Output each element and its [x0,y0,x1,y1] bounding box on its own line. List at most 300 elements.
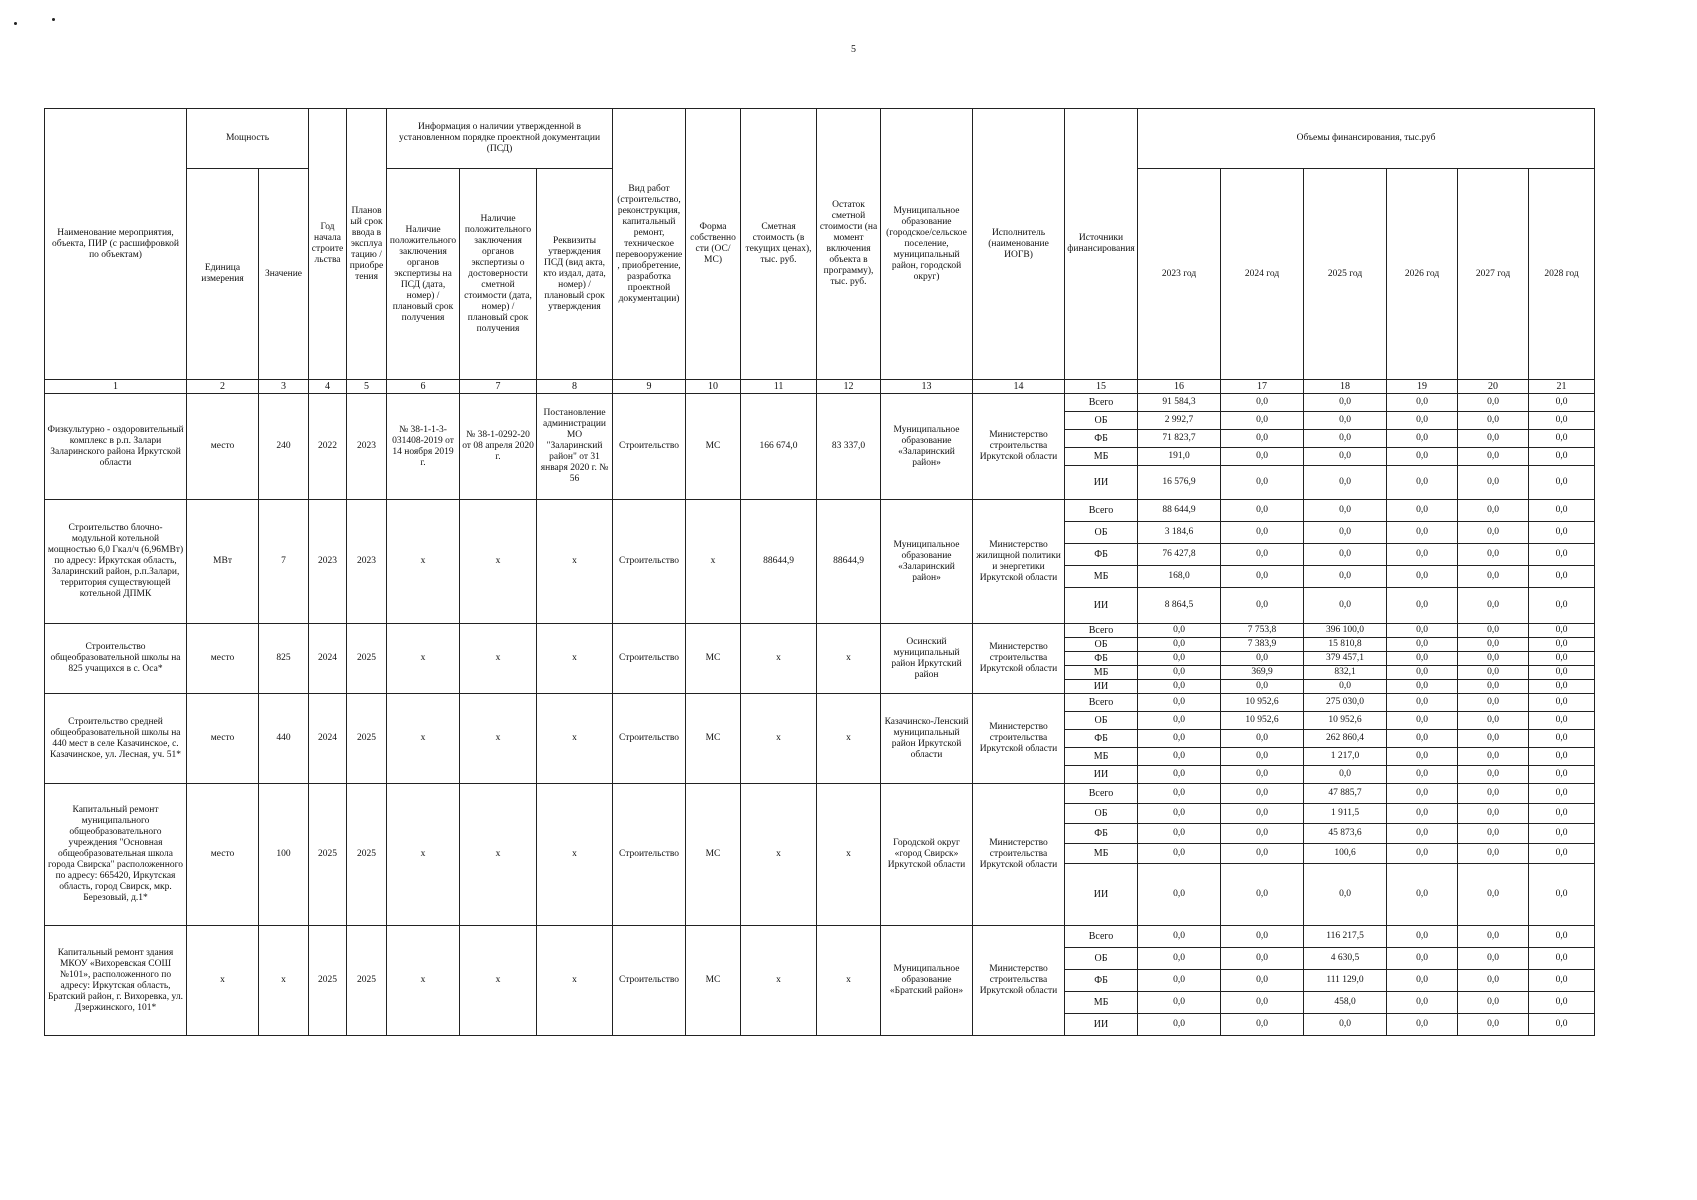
funding-value: 0,0 [1458,624,1529,638]
funding-value: 0,0 [1387,500,1458,522]
column-number: 6 [387,380,460,394]
funding-value: 0,0 [1138,694,1221,712]
project-remaining-cost: х [817,624,881,694]
project-ownership: МС [686,394,741,500]
funding-value: 0,0 [1387,948,1458,970]
project-ownership: МС [686,784,741,926]
header-year: 2026 год [1387,169,1458,380]
funding-value: 0,0 [1304,544,1387,566]
funding-value: 0,0 [1304,864,1387,926]
funding-value: 1 217,0 [1304,748,1387,766]
funding-value: 262 860,4 [1304,730,1387,748]
funding-value: 0,0 [1221,544,1304,566]
funding-value: 0,0 [1138,804,1221,824]
project-executor: Министерство жилищной политики и энергетики Иркутской области [973,500,1065,624]
header-executor: Исполнитель (наименование ИОГВ) [973,109,1065,380]
funding-value: 275 030,0 [1304,694,1387,712]
funding-value: 116 217,5 [1304,926,1387,948]
column-number: 9 [613,380,686,394]
header-psd-info: Информация о наличии утвержденной в установленном порядке проектной документации (ПСД) [387,109,613,169]
funding-value: 0,0 [1221,926,1304,948]
project-unit: место [187,694,259,784]
funding-value: 0,0 [1529,466,1595,500]
funding-source: ИИ [1065,864,1138,926]
funding-value: 832,1 [1304,666,1387,680]
project-psd-expertise: х [387,624,460,694]
funding-value: 7 383,9 [1221,638,1304,652]
funding-value: 0,0 [1458,666,1529,680]
funding-value: 0,0 [1529,544,1595,566]
funding-value: 0,0 [1221,844,1304,864]
funding-value: 0,0 [1221,652,1304,666]
funding-value: 0,0 [1529,712,1595,730]
project-estimated-cost: х [741,694,817,784]
header-name: Наименование мероприятия, объекта, ПИР (с расшифровкой по объектам) [45,109,187,380]
funding-value: 8 864,5 [1138,588,1221,624]
investment-table [44,108,1595,1036]
header-start-year: Год начала строительства [309,109,347,380]
funding-value: 0,0 [1221,766,1304,784]
funding-value: 0,0 [1387,730,1458,748]
funding-value: 0,0 [1529,666,1595,680]
project-work-type: Строительство [613,694,686,784]
funding-value: 0,0 [1458,500,1529,522]
funding-source: ФБ [1065,730,1138,748]
funding-value: 0,0 [1387,748,1458,766]
funding-value: 0,0 [1304,466,1387,500]
project-executor: Министерство строительства Иркутской области [973,694,1065,784]
funding-value: 0,0 [1529,1014,1595,1036]
funding-source: ФБ [1065,970,1138,992]
project-name: Строительство блочно-модульной котельной мощностью 6,0 Гкал/ч (6,96МВт) по адресу: Иркутская область, Заларинский район, р.п.Залари, территория существующей котельной ДПМК [45,500,187,624]
funding-value: 0,0 [1221,824,1304,844]
project-municipality: Муниципальное образование «Заларинский район» [881,394,973,500]
funding-source: ОБ [1065,638,1138,652]
funding-value: 0,0 [1304,394,1387,412]
column-numbers-row [45,380,1595,394]
project-value: 440 [259,694,309,784]
funding-source: Всего [1065,394,1138,412]
funding-value: 0,0 [1138,766,1221,784]
header-sources: Источники финансирования [1065,109,1138,380]
project-psd-expertise: х [387,694,460,784]
funding-value: 88 644,9 [1138,500,1221,522]
funding-value: 0,0 [1221,864,1304,926]
funding-value: 0,0 [1529,500,1595,522]
header-ownership: Форма собственности (ОС/МС) [686,109,741,380]
funding-value: 0,0 [1458,748,1529,766]
funding-value: 0,0 [1304,522,1387,544]
funding-value: 0,0 [1529,694,1595,712]
funding-value: 0,0 [1387,824,1458,844]
project-name: Капитальный ремонт здания МКОУ «Вихоревская СОШ №101», расположенного по адресу: Иркутская область, Братский район, г. Вихоревка, ул. Дзержинского, 101* [45,926,187,1036]
funding-value: 0,0 [1387,666,1458,680]
funding-value: 0,0 [1458,712,1529,730]
funding-value: 3 184,6 [1138,522,1221,544]
project-executor: Министерство строительства Иркутской области [973,784,1065,926]
funding-value: 0,0 [1529,448,1595,466]
funding-source: ФБ [1065,824,1138,844]
header-psd-estimate: Наличие положительного заключения органов экспертизы о достоверности сметной стоимости (дата, номер) / плановый срок получения [460,169,537,380]
funding-source: МБ [1065,566,1138,588]
funding-value: 0,0 [1529,864,1595,926]
project-psd-requisites: х [537,784,613,926]
funding-value: 0,0 [1529,970,1595,992]
column-number: 13 [881,380,973,394]
funding-value: 0,0 [1387,712,1458,730]
funding-value: 0,0 [1458,522,1529,544]
funding-value: 0,0 [1138,948,1221,970]
funding-value: 0,0 [1138,666,1221,680]
funding-value: 0,0 [1458,544,1529,566]
funding-value: 0,0 [1138,1014,1221,1036]
header-value: Значение [259,169,309,380]
funding-value: 10 952,6 [1221,694,1304,712]
funding-source: Всего [1065,694,1138,712]
funding-value: 0,0 [1387,448,1458,466]
project-ownership: х [686,500,741,624]
funding-value: 0,0 [1138,638,1221,652]
funding-value: 0,0 [1138,992,1221,1014]
project-remaining-cost: х [817,926,881,1036]
funding-source: Всего [1065,784,1138,804]
header-remaining-cost: Остаток сметной стоимости (на момент включения объекта в программу), тыс. руб. [817,109,881,380]
funding-value: 0,0 [1529,394,1595,412]
funding-source: Всего [1065,926,1138,948]
funding-value: 0,0 [1387,784,1458,804]
column-number: 2 [187,380,259,394]
funding-value: 0,0 [1138,712,1221,730]
project-executor: Министерство строительства Иркутской области [973,926,1065,1036]
table-row [45,694,1595,712]
funding-value: 0,0 [1304,588,1387,624]
funding-source: ИИ [1065,466,1138,500]
table-row [45,624,1595,638]
funding-value: 0,0 [1387,864,1458,926]
funding-value: 76 427,8 [1138,544,1221,566]
funding-value: 71 823,7 [1138,430,1221,448]
project-executor: Министерство строительства Иркутской области [973,394,1065,500]
funding-value: 0,0 [1304,766,1387,784]
funding-value: 0,0 [1221,448,1304,466]
header-year: 2024 год [1221,169,1304,380]
funding-source: МБ [1065,666,1138,680]
funding-source: ОБ [1065,804,1138,824]
project-start-year: 2022 [309,394,347,500]
funding-value: 0,0 [1387,566,1458,588]
project-unit: МВт [187,500,259,624]
funding-value: 0,0 [1304,1014,1387,1036]
project-ownership: МС [686,926,741,1036]
funding-value: 0,0 [1529,430,1595,448]
funding-value: 1 911,5 [1304,804,1387,824]
funding-value: 0,0 [1529,992,1595,1014]
project-remaining-cost: 88644,9 [817,500,881,624]
column-number: 11 [741,380,817,394]
header-year: 2027 год [1458,169,1529,380]
project-municipality: Муниципальное образование «Братский район» [881,926,973,1036]
project-value: 7 [259,500,309,624]
funding-value: 0,0 [1387,394,1458,412]
header-plan-term: Плановый срок ввода в эксплуатацию / приобретения [347,109,387,380]
funding-value: 16 576,9 [1138,466,1221,500]
project-ownership: МС [686,694,741,784]
funding-value: 0,0 [1458,730,1529,748]
funding-value: 0,0 [1221,948,1304,970]
funding-value: 0,0 [1529,638,1595,652]
funding-value: 0,0 [1529,412,1595,430]
project-psd-expertise: х [387,926,460,1036]
header-power: Мощность [187,109,309,169]
funding-value: 0,0 [1387,544,1458,566]
funding-value: 369,9 [1221,666,1304,680]
table-row [45,394,1595,412]
project-work-type: Строительство [613,500,686,624]
column-number: 7 [460,380,537,394]
project-ownership: МС [686,624,741,694]
funding-value: 0,0 [1458,844,1529,864]
project-plan-term: 2023 [347,394,387,500]
funding-value: 0,0 [1529,766,1595,784]
column-number: 8 [537,380,613,394]
funding-source: ИИ [1065,766,1138,784]
funding-value: 0,0 [1221,588,1304,624]
project-start-year: 2024 [309,694,347,784]
funding-value: 0,0 [1221,730,1304,748]
funding-value: 0,0 [1221,566,1304,588]
table-row [45,500,1595,522]
project-value: х [259,926,309,1036]
funding-value: 0,0 [1458,992,1529,1014]
project-psd-estimate: х [460,624,537,694]
funding-value: 45 873,6 [1304,824,1387,844]
project-start-year: 2025 [309,926,347,1036]
funding-value: 0,0 [1387,680,1458,694]
project-remaining-cost: 83 337,0 [817,394,881,500]
funding-value: 0,0 [1221,500,1304,522]
funding-value: 0,0 [1387,1014,1458,1036]
funding-source: МБ [1065,844,1138,864]
funding-value: 0,0 [1529,680,1595,694]
project-name: Строительство средней общеобразовательной школы на 440 мест в селе Казачинское, с. Казачинское, ул. Лесная, уч. 51* [45,694,187,784]
funding-value: 0,0 [1458,412,1529,430]
project-remaining-cost: х [817,784,881,926]
column-number: 4 [309,380,347,394]
project-psd-requisites: х [537,500,613,624]
funding-value: 111 129,0 [1304,970,1387,992]
funding-value: 0,0 [1529,926,1595,948]
funding-value: 0,0 [1221,522,1304,544]
funding-value: 0,0 [1221,804,1304,824]
project-estimated-cost: х [741,926,817,1036]
funding-value: 0,0 [1304,448,1387,466]
funding-value: 0,0 [1304,566,1387,588]
funding-value: 0,0 [1387,970,1458,992]
column-number: 20 [1458,380,1529,394]
project-municipality: Казачинско-Ленский муниципальный район Иркутской области [881,694,973,784]
funding-value: 10 952,6 [1221,712,1304,730]
funding-value: 0,0 [1387,522,1458,544]
project-psd-requisites: х [537,624,613,694]
project-estimated-cost: 88644,9 [741,500,817,624]
funding-value: 0,0 [1458,926,1529,948]
column-number: 5 [347,380,387,394]
funding-source: МБ [1065,448,1138,466]
funding-value: 0,0 [1458,680,1529,694]
header-municipality: Муниципальное образование (городское/сельское поселение, муниципальный район, городской округ) [881,109,973,380]
funding-value: 0,0 [1138,680,1221,694]
project-unit: х [187,926,259,1036]
funding-value: 0,0 [1221,784,1304,804]
funding-value: 0,0 [1458,970,1529,992]
project-municipality: Муниципальное образование «Заларинский район» [881,500,973,624]
header-year: 2023 год [1138,169,1221,380]
funding-value: 10 952,6 [1304,712,1387,730]
funding-value: 0,0 [1529,784,1595,804]
funding-value: 0,0 [1387,652,1458,666]
funding-value: 0,0 [1221,970,1304,992]
funding-value: 0,0 [1458,652,1529,666]
project-psd-estimate: х [460,500,537,624]
funding-source: Всего [1065,624,1138,638]
project-remaining-cost: х [817,694,881,784]
project-start-year: 2024 [309,624,347,694]
funding-value: 0,0 [1529,522,1595,544]
funding-value: 0,0 [1221,394,1304,412]
funding-value: 0,0 [1387,624,1458,638]
project-start-year: 2025 [309,784,347,926]
column-number: 19 [1387,380,1458,394]
project-unit: место [187,624,259,694]
page-number: 5 [851,44,856,55]
funding-value: 0,0 [1387,588,1458,624]
header-psd-expertise: Наличие положительного заключения органов экспертизы на ПСД (дата, номер) / плановый срок получения [387,169,460,380]
scan-speck [52,18,55,21]
project-psd-expertise: х [387,784,460,926]
funding-value: 0,0 [1138,864,1221,926]
funding-source: ОБ [1065,522,1138,544]
project-psd-expertise: № 38-1-1-3-031408-2019 от 14 ноября 2019 г. [387,394,460,500]
project-work-type: Строительство [613,784,686,926]
funding-value: 0,0 [1387,804,1458,824]
funding-value: 2 992,7 [1138,412,1221,430]
column-number: 15 [1065,380,1138,394]
funding-source: Всего [1065,500,1138,522]
funding-source: ФБ [1065,652,1138,666]
column-number: 16 [1138,380,1221,394]
funding-value: 0,0 [1387,694,1458,712]
funding-value: 0,0 [1387,926,1458,948]
funding-value: 0,0 [1529,588,1595,624]
header-funding: Объемы финансирования, тыс.руб [1138,109,1595,169]
funding-source: ОБ [1065,712,1138,730]
project-unit: место [187,784,259,926]
funding-value: 0,0 [1458,430,1529,448]
funding-value: 0,0 [1529,844,1595,864]
funding-value: 0,0 [1458,694,1529,712]
table-row [45,926,1595,948]
funding-value: 0,0 [1304,430,1387,448]
column-number: 12 [817,380,881,394]
project-work-type: Строительство [613,926,686,1036]
funding-value: 0,0 [1138,824,1221,844]
project-executor: Министерство строительства Иркутской области [973,624,1065,694]
column-number: 3 [259,380,309,394]
project-estimated-cost: 166 674,0 [741,394,817,500]
column-number: 17 [1221,380,1304,394]
column-number: 18 [1304,380,1387,394]
project-plan-term: 2025 [347,926,387,1036]
funding-value: 0,0 [1529,824,1595,844]
project-value: 825 [259,624,309,694]
project-psd-requisites: Постановление администрации МО "Заларинский район" от 31 января 2020 г. № 56 [537,394,613,500]
funding-value: 15 810,8 [1304,638,1387,652]
project-psd-estimate: х [460,784,537,926]
project-plan-term: 2025 [347,694,387,784]
column-number: 1 [45,380,187,394]
funding-value: 0,0 [1529,730,1595,748]
funding-source: МБ [1065,748,1138,766]
funding-value: 0,0 [1304,500,1387,522]
funding-source: ИИ [1065,1014,1138,1036]
project-municipality: Осинский муниципальный район Иркутский район [881,624,973,694]
funding-source: ОБ [1065,412,1138,430]
header-year: 2028 год [1529,169,1595,380]
funding-value: 0,0 [1221,992,1304,1014]
funding-value: 379 457,1 [1304,652,1387,666]
funding-value: 47 885,7 [1304,784,1387,804]
funding-value: 0,0 [1387,466,1458,500]
funding-source: ФБ [1065,430,1138,448]
funding-value: 0,0 [1138,748,1221,766]
project-psd-estimate: х [460,694,537,784]
project-estimated-cost: х [741,624,817,694]
funding-value: 0,0 [1387,844,1458,864]
funding-value: 191,0 [1138,448,1221,466]
column-number: 21 [1529,380,1595,394]
funding-value: 0,0 [1458,566,1529,588]
funding-value: 0,0 [1138,652,1221,666]
funding-value: 91 584,3 [1138,394,1221,412]
project-plan-term: 2025 [347,624,387,694]
funding-value: 0,0 [1138,844,1221,864]
funding-value: 0,0 [1458,766,1529,784]
funding-value: 458,0 [1304,992,1387,1014]
funding-value: 396 100,0 [1304,624,1387,638]
funding-value: 0,0 [1221,680,1304,694]
funding-value: 0,0 [1304,412,1387,430]
header-work-type: Вид работ (строительство, реконструкция, капитальный ремонт, техническое перевооружение, приобретение, разработка проектной документации) [613,109,686,380]
funding-source: ОБ [1065,948,1138,970]
funding-value: 0,0 [1458,448,1529,466]
funding-value: 0,0 [1138,784,1221,804]
funding-value: 0,0 [1458,824,1529,844]
header-unit: Единица измерения [187,169,259,380]
funding-value: 0,0 [1529,566,1595,588]
funding-value: 7 753,8 [1221,624,1304,638]
project-psd-estimate: № 38-1-0292-20 от 08 апреля 2020 г. [460,394,537,500]
funding-value: 0,0 [1221,748,1304,766]
funding-value: 0,0 [1387,766,1458,784]
project-psd-requisites: х [537,926,613,1036]
funding-value: 0,0 [1138,730,1221,748]
project-work-type: Строительство [613,624,686,694]
funding-value: 0,0 [1458,1014,1529,1036]
funding-value: 4 630,5 [1304,948,1387,970]
funding-value: 0,0 [1138,926,1221,948]
funding-value: 0,0 [1458,804,1529,824]
funding-value: 0,0 [1387,412,1458,430]
